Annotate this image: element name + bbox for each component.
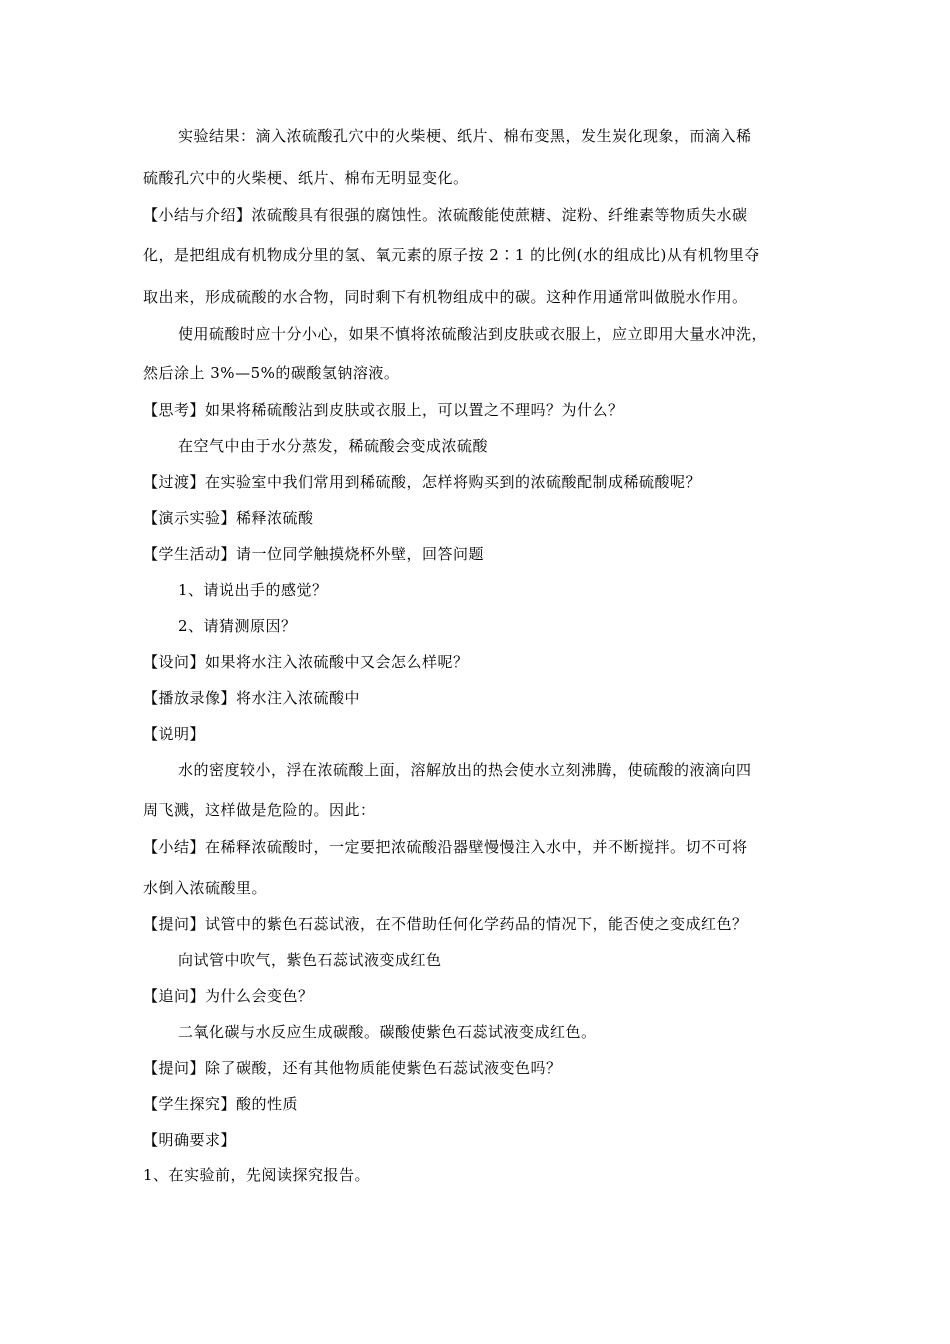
- paragraph-line: 向试管中吹气，紫色石蕊试液变成红色: [178, 951, 442, 969]
- paragraph-line: 1、在实验前，先阅读探究报告。: [143, 1166, 371, 1184]
- paragraph-line: 【播放录像】将水注入浓硫酸中: [143, 689, 361, 707]
- paragraph-line: 【过渡】在实验室中我们常用到稀硫酸，怎样将购买到的浓硫酸配制成稀硫酸呢？: [143, 473, 702, 491]
- paragraph-line: 【追问】为什么会变色？: [143, 987, 314, 1005]
- paragraph-line: 【演示实验】稀释浓硫酸: [143, 509, 314, 527]
- paragraph-line: 【提问】试管中的紫色石蕊试液，在不借助任何化学药品的情况下，能否使之变成红色？: [143, 915, 748, 933]
- paragraph-line: 使用硫酸时应十分小心，如果不慎将浓硫酸沾到皮肤或衣服上，应立即用大量水冲洗，: [178, 325, 768, 343]
- paragraph-line: 硫酸孔穴中的火柴梗、纸片、棉布无明显变化。: [143, 169, 469, 187]
- paragraph-line: 实验结果：滴入浓硫酸孔穴中的火柴梗、纸片、棉布变黑，发生炭化现象，而滴入稀: [178, 127, 752, 145]
- paragraph-line: 水倒入浓硫酸里。: [143, 879, 268, 897]
- paragraph-line: 1、请说出手的感觉？: [178, 581, 328, 599]
- paragraph-line: 【提问】除了碳酸，还有其他物质能使紫色石蕊试液变色吗？: [143, 1059, 562, 1077]
- paragraph-line: 水的密度较小，浮在浓硫酸上面，溶解放出的热会使水立刻沸腾，使硫酸的液滴向四: [178, 761, 752, 779]
- paragraph-line: 取出来，形成硫酸的水合物，同时剩下有机物组成中的碳。这种作用通常叫做脱水作用。: [143, 288, 748, 306]
- paragraph-line: 在空气中由于水分蒸发，稀硫酸会变成浓硫酸: [178, 437, 489, 455]
- paragraph-line: 化，是把组成有机物成分里的氢、氧元素的原子按 2∶1 的比例(水的组成比)从有机物里夺: [143, 246, 760, 264]
- paragraph-line: 周飞溅，这样做是危险的。因此：: [143, 801, 376, 819]
- paragraph-line: 【说明】: [143, 725, 206, 743]
- paragraph-line: 【小结】在稀释浓硫酸时，一定要把浓硫酸沿器壁慢慢注入水中，并不断搅拌。切不可将: [143, 838, 748, 856]
- paragraph-line: 二氧化碳与水反应生成碳酸。碳酸使紫色石蕊试液变成红色。: [178, 1023, 597, 1041]
- paragraph-line: 【学生探究】酸的性质: [143, 1095, 299, 1113]
- paragraph-line: 然后涂上 3%—5%的碳酸氢钠溶液。: [143, 364, 400, 382]
- paragraph-line: 2、请猜测原因？: [178, 617, 297, 635]
- paragraph-line: 【明确要求】: [143, 1131, 237, 1149]
- paragraph-line: 【学生活动】请一位同学触摸烧杯外壁，回答问题: [143, 545, 485, 563]
- paragraph-line: 【设问】如果将水注入浓硫酸中又会怎么样呢？: [143, 653, 469, 671]
- paragraph-line: 【小结与介绍】浓硫酸具有很强的腐蚀性。浓硫酸能使蔗糖、淀粉、纤维素等物质失水碳: [143, 206, 748, 224]
- paragraph-line: 【思考】如果将稀硫酸沾到皮肤或衣服上，可以置之不理吗？为什么？: [143, 401, 624, 419]
